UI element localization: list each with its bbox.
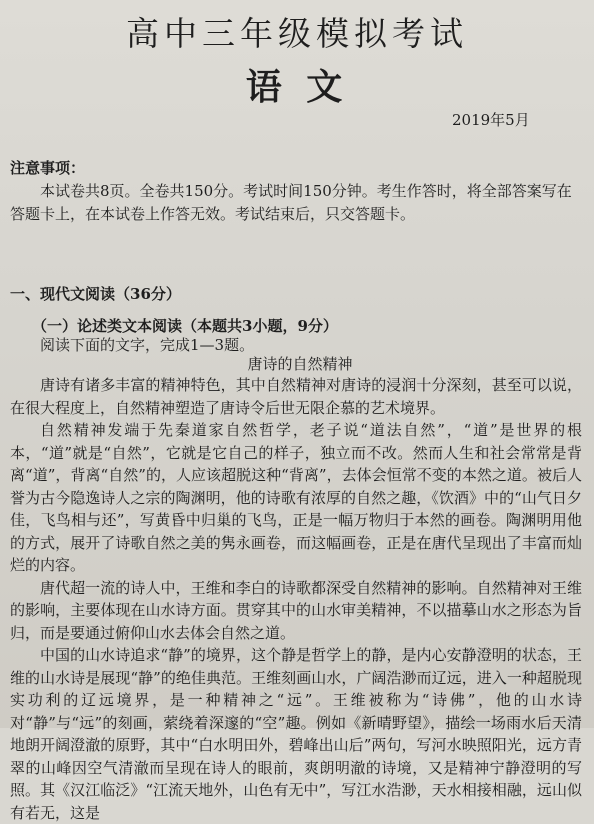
exam-title: 高中三年级模拟考试 [126, 14, 468, 53]
exam-date: 2019年5月 [452, 111, 530, 129]
notice-heading: 注意事项： [10, 159, 86, 177]
article-title: 唐诗的自然精神 [247, 355, 353, 373]
article-paragraph: 唐诗有诸多丰富的精神特色，其中自然精神对唐诗的浸润十分深刻，甚至可以说，在很大程度上，自然精神塑造了唐诗令后世无限企慕的艺术境界。 [10, 376, 582, 417]
reading-instruction: 阅读下面的文字，完成1—3题。 [40, 336, 255, 354]
notice-text: 本试卷共8页。全卷共150分。考试时间150分钟。考生作答时，将全部答案写在答题卡上，在本试卷上作答无效。考试结束后，只交答题卡。 [10, 182, 572, 223]
section-heading: 一、现代文阅读（36分） [10, 285, 181, 303]
article-paragraph: 中国的山水诗追求“静”的境界，这个静是哲学上的静，是内心安静澄明的状态，王维的山水诗是展现“静”的绝佳典范。王维刻画山水，广阔浩渺而辽远，进入一种超脱现实功利的辽远境界，是一种精神之“远”。王维被称为“诗佛”，他的山水诗对“静”与“远”的刻画，萦绕着深邃的“空”趣。例如《新晴野望》，描绘一场雨水后天清地朗开阔澄澈的原野，其中“白水明田外，碧峰出山后”两句，写河水映照阳光，远方青翠的山峰因空气清澈而呈现在诗人的眼前，爽朗明澈的诗境，又是精神宁静澄明的写照。其《汉江临泛》“江流天地外，山色有无中”，写江水浩渺，天水相接相融，远山似有若无，这是 [10, 646, 582, 822]
exam-subject: 语 文 [245, 66, 349, 108]
article-paragraph: 自然精神发端于先秦道家自然哲学，老子说“道法自然”，“道”是世界的根本，“道”就是“自然”，它就是它自己的样子，独立而不改。然而人生和社会常常是背离“道”，背离“自然”的，人应该超脱这种“背离”，去体会恒常不变的本然之道。被后人誉为古今隐逸诗人之宗的陶渊明，他的诗歌有浓厚的自然之趣，《饮酒》中的“山气日夕佳，飞鸟相与还”，写黄昏中归巢的飞鸟，正是一幅万物归于本然的画卷。陶渊明用他的方式，展开了诗歌自然之美的隽永画卷，而这幅画卷，正是在唐代呈现出了丰富而灿烂的内容。 [10, 421, 582, 574]
sub-section-heading: （一）论述类文本阅读（本题共3小题，9分） [32, 317, 338, 335]
article-paragraph: 唐代超一流的诗人中，王维和李白的诗歌都深受自然精神的影响。自然精神对王维的影响，主要体现在山水诗方面。贯穿其中的山水审美精神，不以描摹山水之形态为旨归，而是要通过俯仰山水去体会自然之道。 [10, 578, 582, 642]
article-body [10, 374, 582, 822]
